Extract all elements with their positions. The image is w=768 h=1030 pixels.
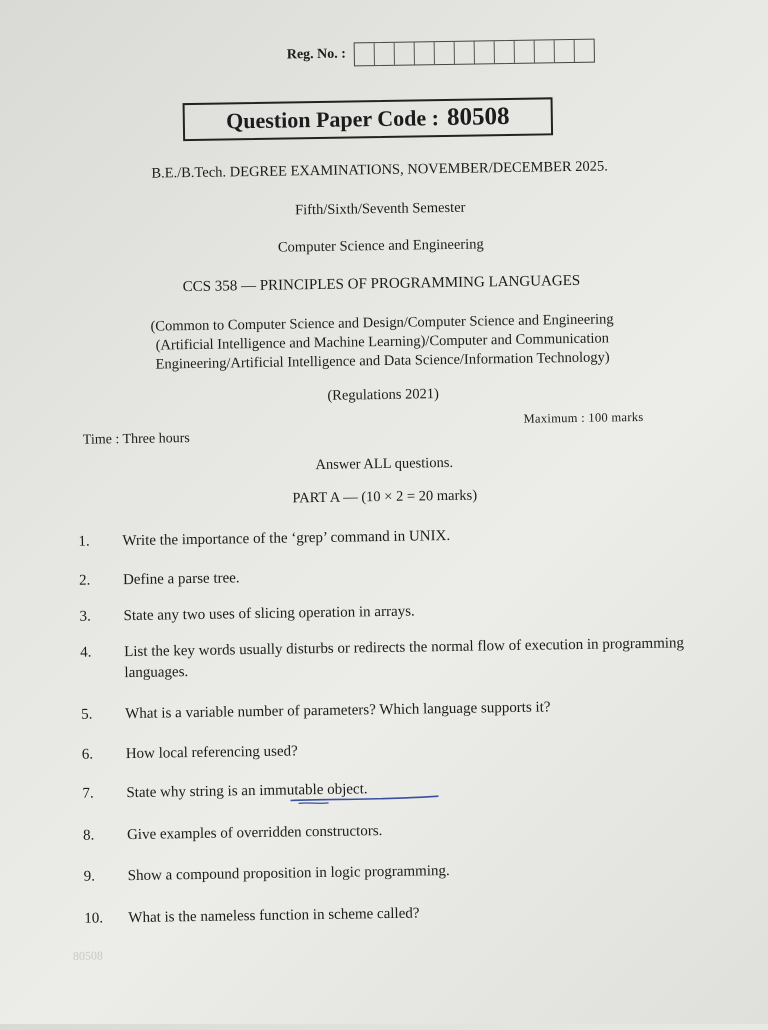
question-number: 3. [79, 608, 91, 625]
question-text: Give examples of overridden constructors. [126, 823, 383, 844]
reg-no-box [495, 41, 515, 63]
reg-no [287, 39, 595, 68]
question-item [72, 633, 733, 685]
question-item [73, 695, 733, 726]
reg-no-box [555, 40, 575, 62]
reg-no-box [375, 43, 395, 65]
reg-no-box [515, 41, 535, 63]
question-number: 10. [84, 910, 104, 927]
common-to-line: (Common to Computer Science and Design/Computer Science and Engineering [150, 311, 614, 335]
common-to-line: Engineering/Artificial Intelligence and Data Science/Information Technology) [155, 349, 610, 373]
semester: Fifth/Sixth/Seventh Semester [294, 199, 466, 219]
reg-no-boxes [354, 39, 595, 67]
question-text: What is a variable number of parameters? Which language supports it? [125, 699, 551, 723]
question-item [71, 597, 731, 628]
question-number: 2. [78, 572, 91, 589]
question-number: 8. [82, 827, 95, 844]
question-number: 4. [80, 644, 92, 661]
question-item [71, 561, 731, 592]
department: Computer Science and Engineering [277, 236, 484, 256]
question-item [70, 522, 730, 553]
question-number: 6. [81, 746, 94, 763]
question-text: State why string is an immutable object. [126, 781, 368, 802]
question-paper-code-box [183, 97, 554, 141]
question-number: 9. [83, 868, 96, 885]
question-number: 7. [82, 785, 94, 802]
question-item [76, 857, 736, 888]
reg-no-box [475, 41, 495, 63]
common-to-block [97, 310, 668, 376]
reg-no-box [575, 40, 594, 62]
reg-no-box [455, 42, 475, 64]
question-text: What is the nameless function in scheme called? [128, 905, 420, 927]
reg-no-label: Reg. No. : [286, 46, 347, 63]
qpc-value: 80508 [446, 102, 510, 131]
part-heading: PART A — (10 × 2 = 20 marks) [292, 487, 478, 507]
question-text: Show a compound proposition in logic programming. [127, 863, 450, 885]
degree-line: B.E./B.Tech. DEGREE EXAMINATIONS, NOVEMBER/DECEMBER 2025. [151, 158, 608, 182]
question-text: List the key words usually disturbs or redirects the normal flow of execution in programming languages. [124, 635, 685, 682]
question-text: State any two uses of slicing operation in arrays. [123, 603, 415, 625]
reg-no-box [355, 43, 375, 65]
reg-no-box [395, 42, 415, 64]
question-item [76, 899, 736, 930]
faint-code-watermark: 80508 [72, 948, 104, 963]
maximum-marks: Maximum : 100 marks [523, 409, 644, 426]
question-item [74, 735, 734, 766]
question-text: Define a parse tree. [122, 570, 240, 589]
question-item [74, 774, 734, 805]
question-number: 1. [78, 533, 90, 550]
question-text: How local referencing used? [125, 743, 298, 763]
question-item [75, 816, 735, 847]
reg-no-box [435, 42, 455, 64]
course-title: CCS 358 — PRINCIPLES OF PROGRAMMING LANGUAGES [182, 272, 581, 296]
reg-no-box [415, 42, 435, 64]
instruction: Answer ALL questions. [315, 454, 454, 474]
time-allowed: Time : Three hours [82, 431, 190, 448]
regulations: (Regulations 2021) [327, 386, 440, 404]
reg-no-box [535, 40, 555, 62]
qpc-label: Question Paper Code : [225, 105, 440, 134]
question-text: Write the importance of the ‘grep’ command in UNIX. [122, 527, 451, 550]
common-to-line: (Artificial Intelligence and Machine Learning)/Computer and Communication [155, 330, 610, 354]
question-number: 5. [81, 706, 93, 723]
